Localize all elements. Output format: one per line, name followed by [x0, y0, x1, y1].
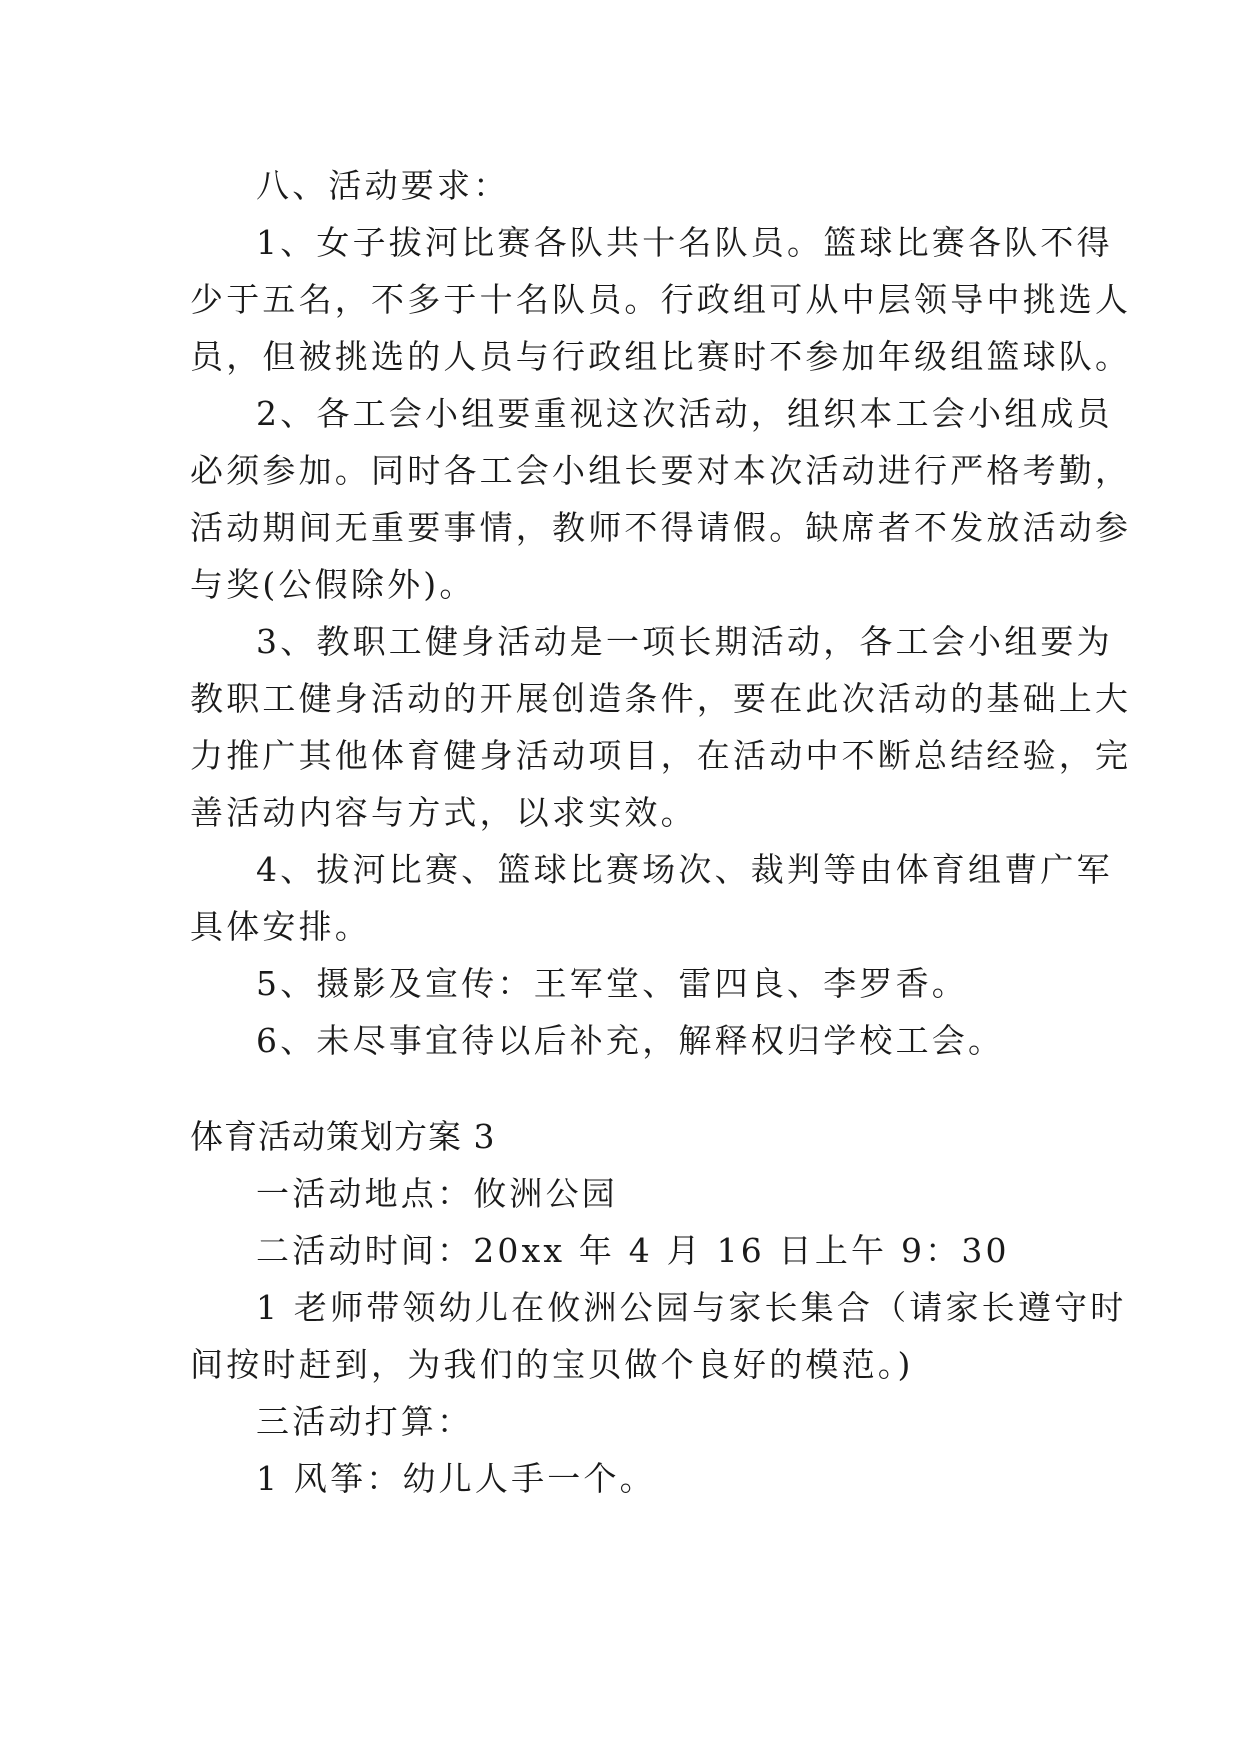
paragraph-line: 少于五名，不多于十名队员。行政组可从中层领导中挑选人	[190, 280, 1132, 319]
paragraph-line: 员，但被挑选的人员与行政组比赛时不参加年级组篮球队。	[190, 337, 1132, 376]
paragraph-line: 力推广其他体育健身活动项目，在活动中不断总结经验，完	[190, 736, 1132, 775]
paragraph-line: 2、各工会小组要重视这次活动，组织本工会小组成员	[256, 394, 1113, 433]
paragraph-line: 1 老师带领幼儿在攸洲公园与家长集合（请家长遵守时	[256, 1288, 1127, 1327]
paragraph-line: 活动期间无重要事情，教师不得请假。缺席者不发放活动参	[190, 508, 1132, 547]
paragraph-line: 一活动地点：攸洲公园	[256, 1174, 618, 1213]
section-title: 八、活动要求：	[256, 166, 510, 205]
paragraph-line: 具体安排。	[190, 907, 371, 946]
paragraph-line: 6、未尽事宜待以后补充，解释权归学校工会。	[256, 1021, 1005, 1060]
paragraph-line: 与奖(公假除外)。	[190, 565, 476, 604]
paragraph-line: 三活动打算：	[256, 1402, 474, 1441]
paragraph-line: 必须参加。同时各工会小组长要对本次活动进行严格考勤，	[190, 451, 1132, 490]
paragraph-line: 1、女子拔河比赛各队共十名队员。篮球比赛各队不得	[256, 223, 1113, 262]
paragraph-line: 4、拔河比赛、篮球比赛场次、裁判等由体育组曹广军	[256, 850, 1113, 889]
paragraph-line: 间按时赶到，为我们的宝贝做个良好的模范。)	[190, 1345, 914, 1384]
paragraph-line: 1 风筝：幼儿人手一个。	[256, 1459, 656, 1498]
paragraph-line: 善活动内容与方式，以求实效。	[190, 793, 697, 832]
paragraph-line: 5、摄影及宣传：王军堂、雷四良、李罗香。	[256, 964, 968, 1003]
paragraph-line: 二活动时间：20xx 年 4 月 16 日上午 9：30	[256, 1231, 1010, 1270]
plan-heading: 体育活动策划方案 3	[190, 1117, 496, 1156]
paragraph-line: 教职工健身活动的开展创造条件，要在此次活动的基础上大	[190, 679, 1132, 718]
paragraph-line: 3、教职工健身活动是一项长期活动，各工会小组要为	[256, 622, 1113, 661]
